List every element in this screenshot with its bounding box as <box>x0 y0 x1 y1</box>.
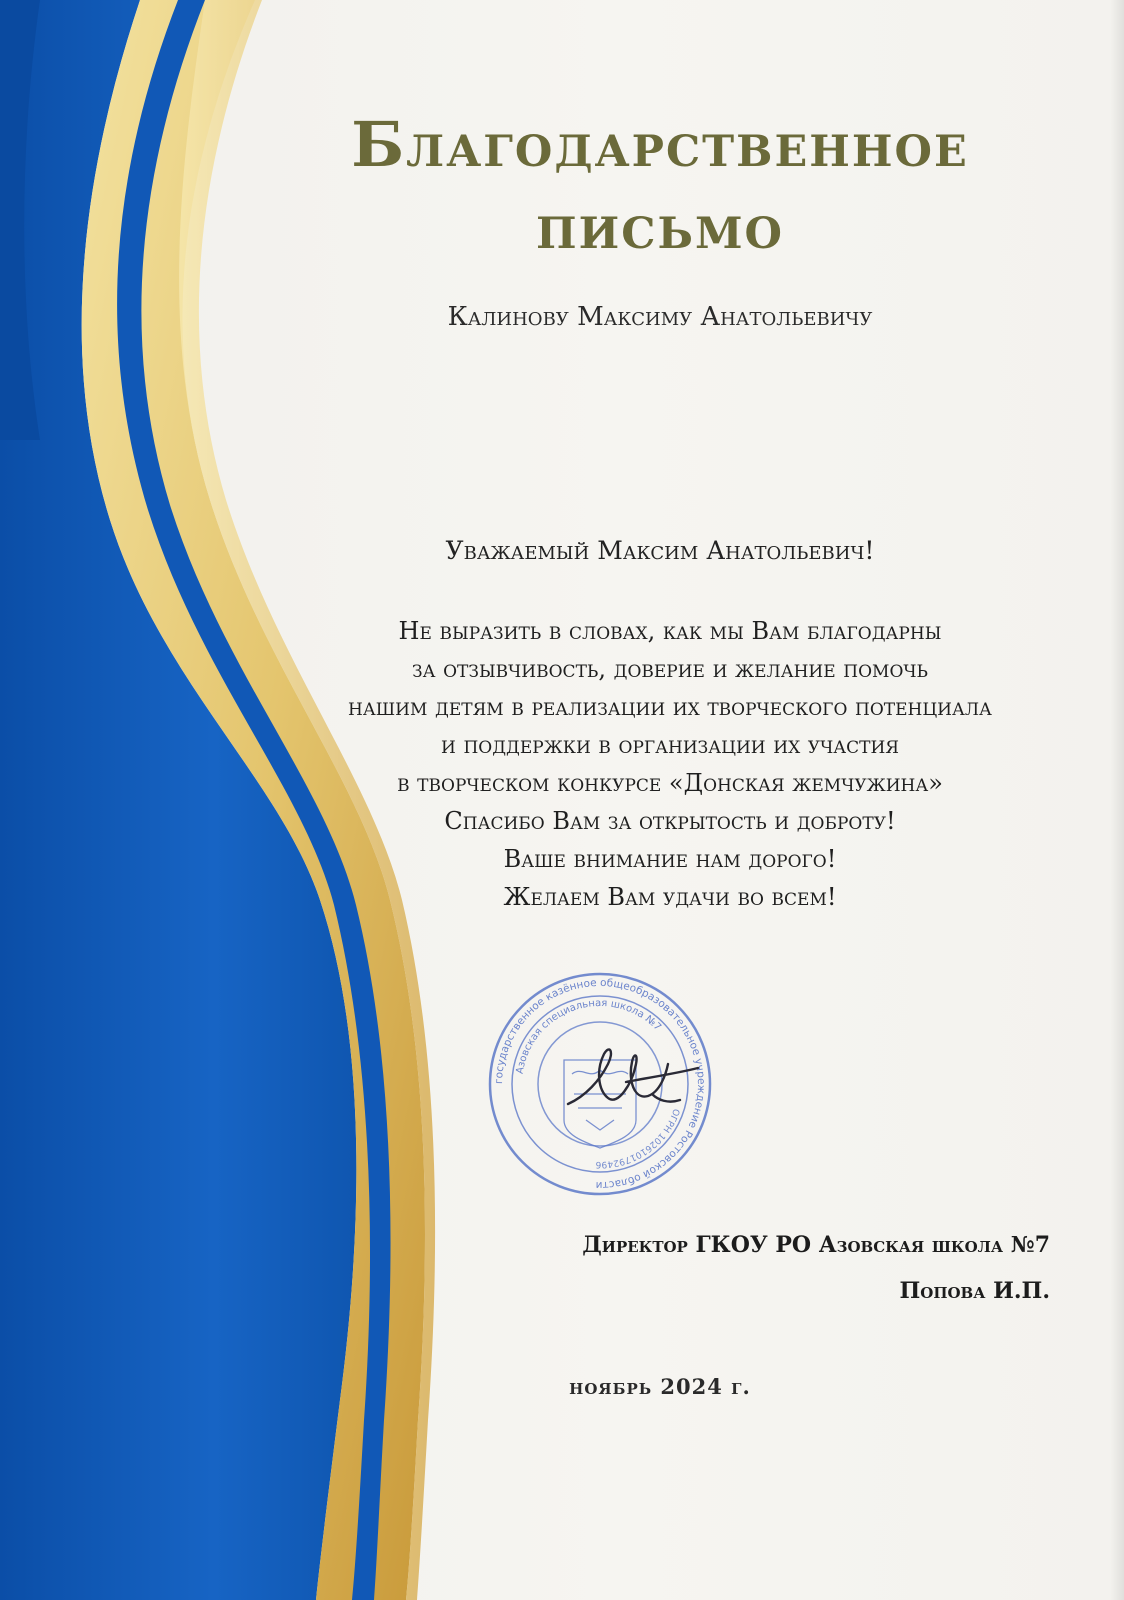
body-line: в творческом конкурсе «Донская жемчужина» <box>397 769 943 797</box>
body-line: Желаем Вам удачи во всем! <box>503 883 837 911</box>
body-line: за отзывчивость, доверие и желание помочь <box>411 655 928 683</box>
body-line: Спасибо Вам за открытость и доброту! <box>444 807 896 835</box>
letter-body <box>270 612 1070 916</box>
signatory-name: Попова И.П. <box>899 1278 1050 1304</box>
page-edge-shadow <box>1110 0 1124 1600</box>
handwritten-signature <box>556 1034 706 1124</box>
document-title-line2: письмо <box>536 190 784 263</box>
greeting: Уважаемый Максим Анатольевич! <box>445 536 875 565</box>
seal-inner-text: Азовская специальная школа №7 <box>514 997 663 1075</box>
signatory-title: Директор ГКОУ РО Азовская школа №7 <box>582 1232 1050 1258</box>
seal-outer-text: государственное казённое общеобразовательное учреждение Ростовской области <box>492 976 708 1192</box>
document-date: ноябрь 2024 г. <box>569 1374 751 1399</box>
body-line: Не выразить в словах, как мы Вам благодарны <box>398 617 942 645</box>
seal-ogrn-text: ОГРН 1026101792496 <box>595 1107 681 1170</box>
body-line: и поддержки в организации их участия <box>440 731 900 759</box>
document-title-line1: Благодарственное <box>351 108 969 181</box>
body-line: нашим детям в реализации их творческого потенциала <box>348 693 992 721</box>
recipient-name: Калинову Максиму Анатольевичу <box>447 302 873 332</box>
body-line: Ваше внимание нам дорого! <box>503 845 837 873</box>
